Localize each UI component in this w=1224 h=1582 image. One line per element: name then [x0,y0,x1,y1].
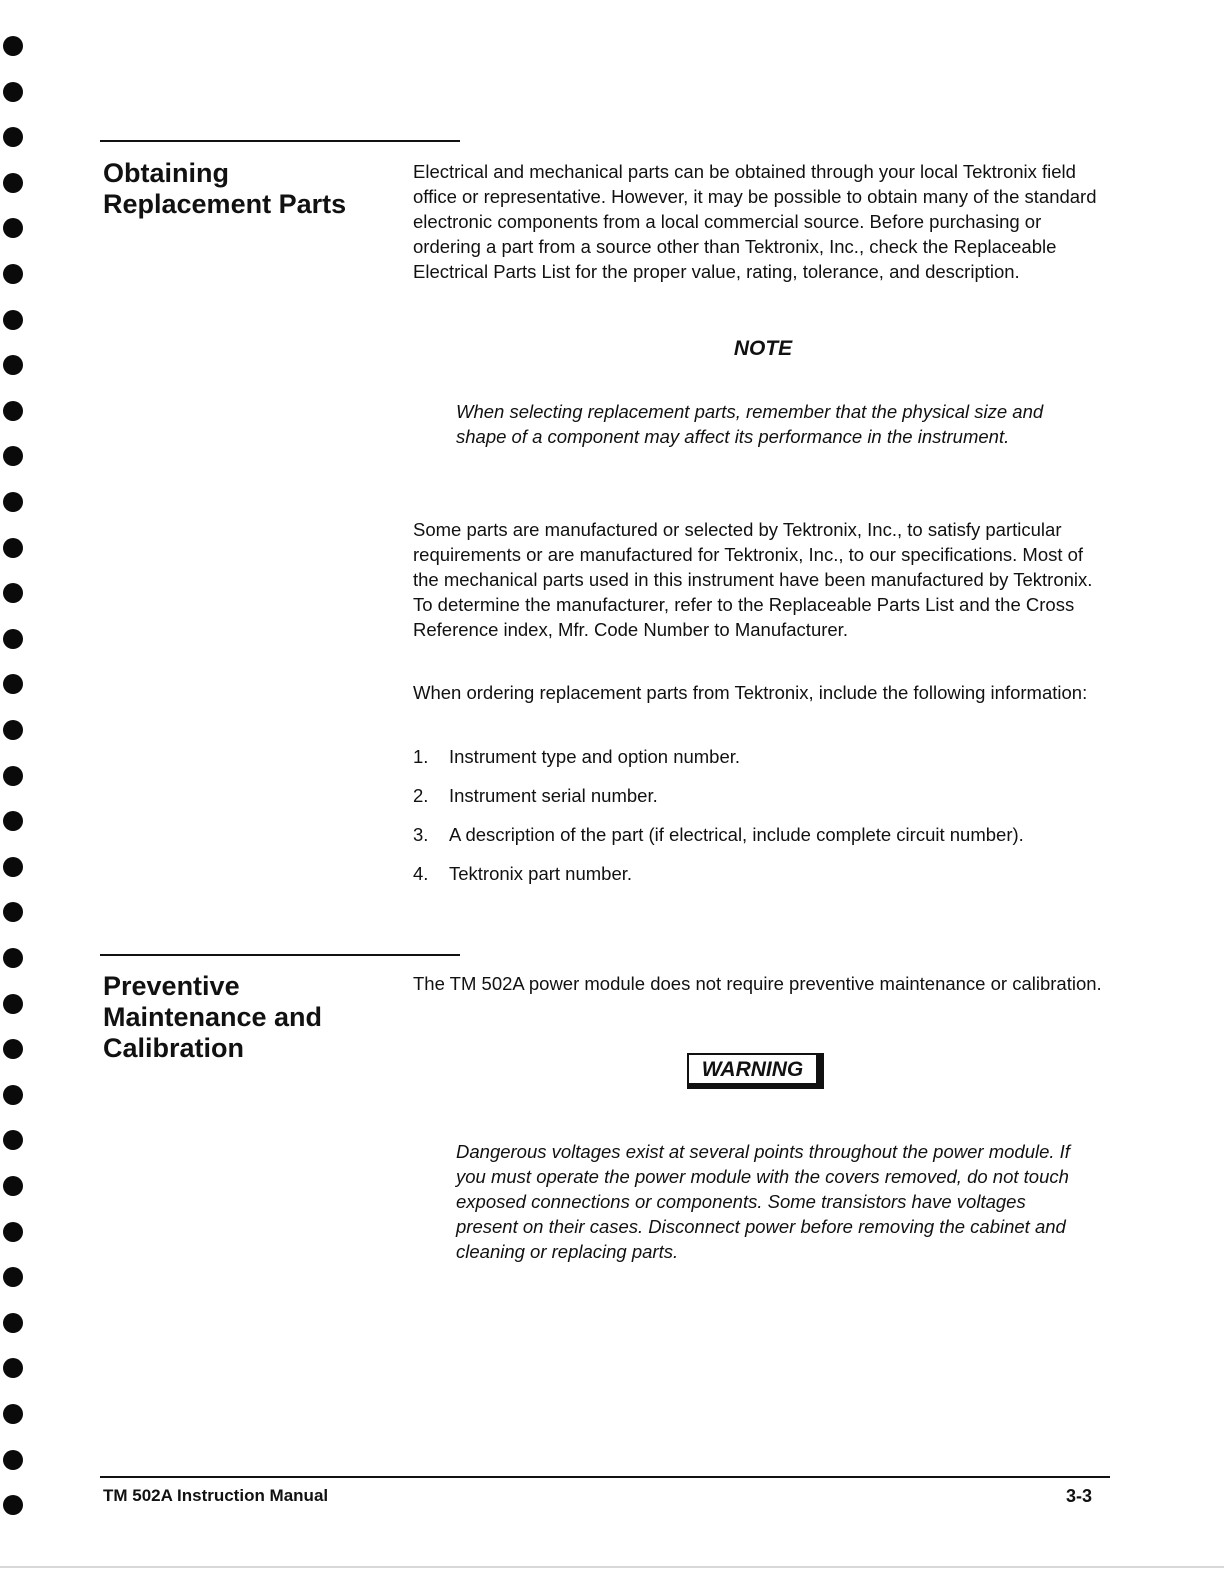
list-item [413,744,1113,783]
warning-text: Dangerous voltages exist at several points throughout the power module. If you must operate the power module with the covers removed, do not touch exposed connections or components. Some transistors have voltages present on their cases. Disconnect power before removing the cabinet and cleaning or replacing parts. [456,1141,1070,1262]
heading-line: Maintenance and [103,1002,323,1032]
punch-hole [3,1130,23,1150]
punch-hole [3,1358,23,1378]
punch-hole [3,629,23,649]
note-title: NOTE [733,337,793,360]
obtaining-intro-paragraph: Electrical and mechanical parts can be obtained through your local Tektronix field office or representative. However, it may be possible to obtain many of the standard electronic components from a local commercial source. Before purchasing or ordering a part from a source other than Tektronix, Inc., check the Replaceable Electrical Parts List for the proper value, rating, tolerance, and description. [413,161,1097,282]
punch-hole [3,1495,23,1515]
section-heading-obtaining [103,158,373,220]
heading-line: Calibration [103,1033,245,1063]
list-item-text: A description of the part (if electrical, include complete circuit number). [449,824,1024,845]
preventive-intro-paragraph: The TM 502A power module does not require preventive maintenance or calibration. [413,973,1102,994]
punch-hole [3,1450,23,1470]
ordering-info-list [413,744,1113,900]
punch-hole [3,1267,23,1287]
punch-hole [3,766,23,786]
list-item [413,861,1113,900]
punch-hole [3,355,23,375]
punch-hole [3,36,23,56]
punch-hole [3,492,23,512]
punch-hole [3,811,23,831]
punch-hole [3,446,23,466]
page-bottom-edge [0,1566,1224,1568]
punch-hole [3,173,23,193]
ordering-paragraph: When ordering replacement parts from Tektronix, include the following information: [413,682,1088,703]
manufacturer-paragraph: Some parts are manufactured or selected by Tektronix, Inc., to satisfy particular requirements or are manufactured for Tektronix, Inc., to our specifications. Most of the mechanical parts used in this instrument have been manufactured by Tektronix. To determine the manufacturer, refer to the Replaceable Parts List and the Cross Reference index, Mfr. Code Number to Manufacturer. [413,519,1093,640]
punch-hole [3,310,23,330]
punch-hole [3,1222,23,1242]
punch-hole [3,538,23,558]
section-divider [100,954,460,956]
punch-hole [3,127,23,147]
heading-line: Replacement Parts [103,189,347,219]
list-item-number: 3. [413,824,429,845]
list-item [413,822,1113,861]
punch-hole [3,401,23,421]
section-heading-preventive [103,971,373,1064]
list-item [413,783,1113,822]
punch-hole [3,948,23,968]
footer-divider [100,1476,1110,1478]
warning-label-box: WARNING [687,1053,824,1089]
list-item-text: Instrument type and option number. [449,746,741,767]
punch-hole [3,857,23,877]
punch-hole [3,583,23,603]
list-item-text: Tektronix part number. [449,863,633,884]
heading-line: Preventive [103,971,240,1001]
punch-hole [3,218,23,238]
list-item-number: 1. [413,746,429,767]
note-text: When selecting replacement parts, remember that the physical size and shape of a component may affect its performance in the instrument. [456,401,1044,447]
punch-hole [3,720,23,740]
section-divider [100,140,460,142]
punch-hole [3,1085,23,1105]
punch-hole [3,902,23,922]
list-item-number: 2. [413,785,429,806]
footer-manual-title: TM 502A Instruction Manual [103,1486,329,1505]
punch-hole [3,1039,23,1059]
punch-hole [3,264,23,284]
heading-line: Obtaining [103,158,229,188]
list-item-text: Instrument serial number. [449,785,658,806]
punch-hole [3,994,23,1014]
punch-hole [3,1404,23,1424]
punch-hole [3,1176,23,1196]
punch-hole [3,82,23,102]
punch-hole [3,1313,23,1333]
list-item-number: 4. [413,863,429,884]
punch-hole [3,674,23,694]
footer-page-number: 3-3 [1065,1486,1092,1506]
binder-punch-holes [0,0,30,1582]
